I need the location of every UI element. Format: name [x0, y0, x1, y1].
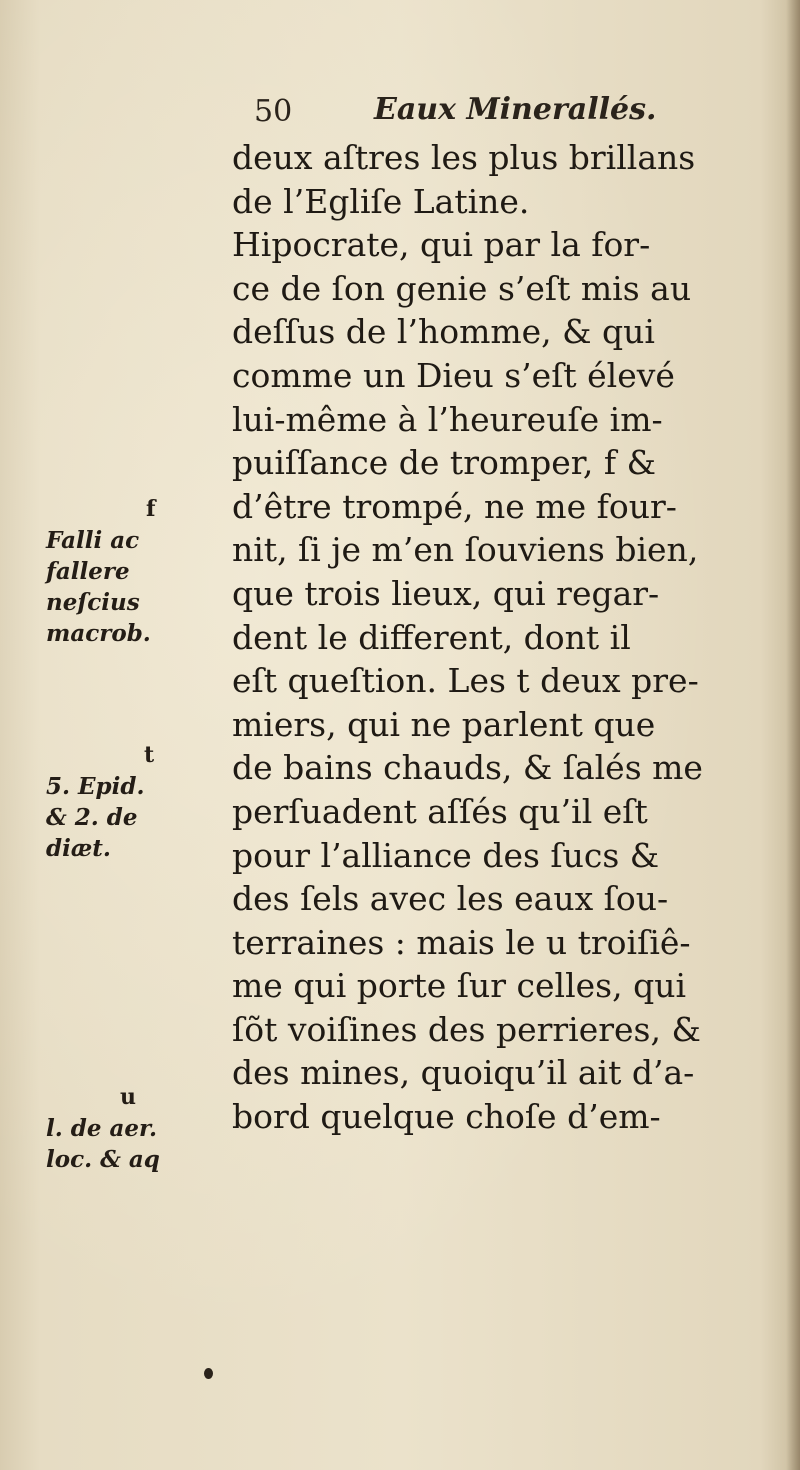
text-line: de bains chauds, & ſalés me [232, 748, 703, 788]
note-line: diæt. [46, 835, 111, 862]
page-header [254, 90, 774, 130]
note-marker: u [120, 1084, 136, 1110]
text-line: ce de ſon genie s’eſt mis au [232, 268, 692, 308]
text-line: puiſſance de tromper, f & [232, 443, 656, 483]
margin-notes [46, 0, 236, 1470]
note-line: fallere [46, 558, 130, 585]
text-line: des ſels avec les eaux ſou- [232, 879, 669, 919]
note-marker: t [144, 742, 155, 768]
note-marker: f [146, 496, 156, 522]
margin-note-t [46, 740, 236, 864]
text-line: des mines, quoiqu’il ait d’a- [232, 1053, 695, 1093]
text-line: terraines : mais le u troiſiê- [232, 922, 691, 962]
note-line: Falli ac [46, 527, 140, 554]
page-number: 50 [254, 94, 293, 129]
text-line: de l’Egliſe Latine. [232, 181, 530, 221]
text-line: pour l’alliance des ſucs & [232, 835, 660, 875]
text-line: dent le different, dont il [232, 617, 631, 657]
text-line: eſt queſtion. Les t deux pre- [232, 661, 699, 701]
margin-note-u [46, 1082, 236, 1175]
text-line: comme un Dieu s’eſt élevé [232, 355, 675, 395]
text-line: ſõt voiſines des perrieres, & [232, 1009, 701, 1049]
body-text [232, 136, 777, 1139]
text-line: Hipocrate, qui par la for- [232, 225, 651, 265]
text-line: bord quelque choſe d’em- [232, 1097, 661, 1137]
text-line: que trois lieux, qui regar- [232, 573, 660, 613]
text-line: lui-même à l’heureuſe im- [232, 399, 663, 439]
note-line: neſcius [46, 589, 140, 616]
text-line: d’être trompé, ne me four- [232, 486, 677, 526]
text-line: perſuadent aſſés qu’il eſt [232, 791, 648, 831]
text-line: miers, qui ne parlent que [232, 704, 656, 744]
note-line: loc. & aq [46, 1146, 160, 1173]
note-line: 5. Epid. [46, 773, 145, 800]
text-line: deſſus de l’homme, & qui [232, 312, 655, 352]
margin-note-f [46, 494, 236, 649]
note-line: & 2. de [46, 804, 138, 831]
running-head: Eaux Minerallés. [374, 92, 657, 127]
printer-mark-dot [204, 1368, 213, 1379]
text-line: me qui porte ſur celles, qui [232, 966, 687, 1006]
note-line: l. de aer. [46, 1115, 158, 1142]
note-line: macrob. [46, 620, 151, 647]
page-edge-shadow [786, 0, 800, 1470]
text-line: nit, ſi je m’en ſouviens bien, [232, 530, 699, 570]
text-line: deux aſtres les plus brillans [232, 138, 696, 177]
